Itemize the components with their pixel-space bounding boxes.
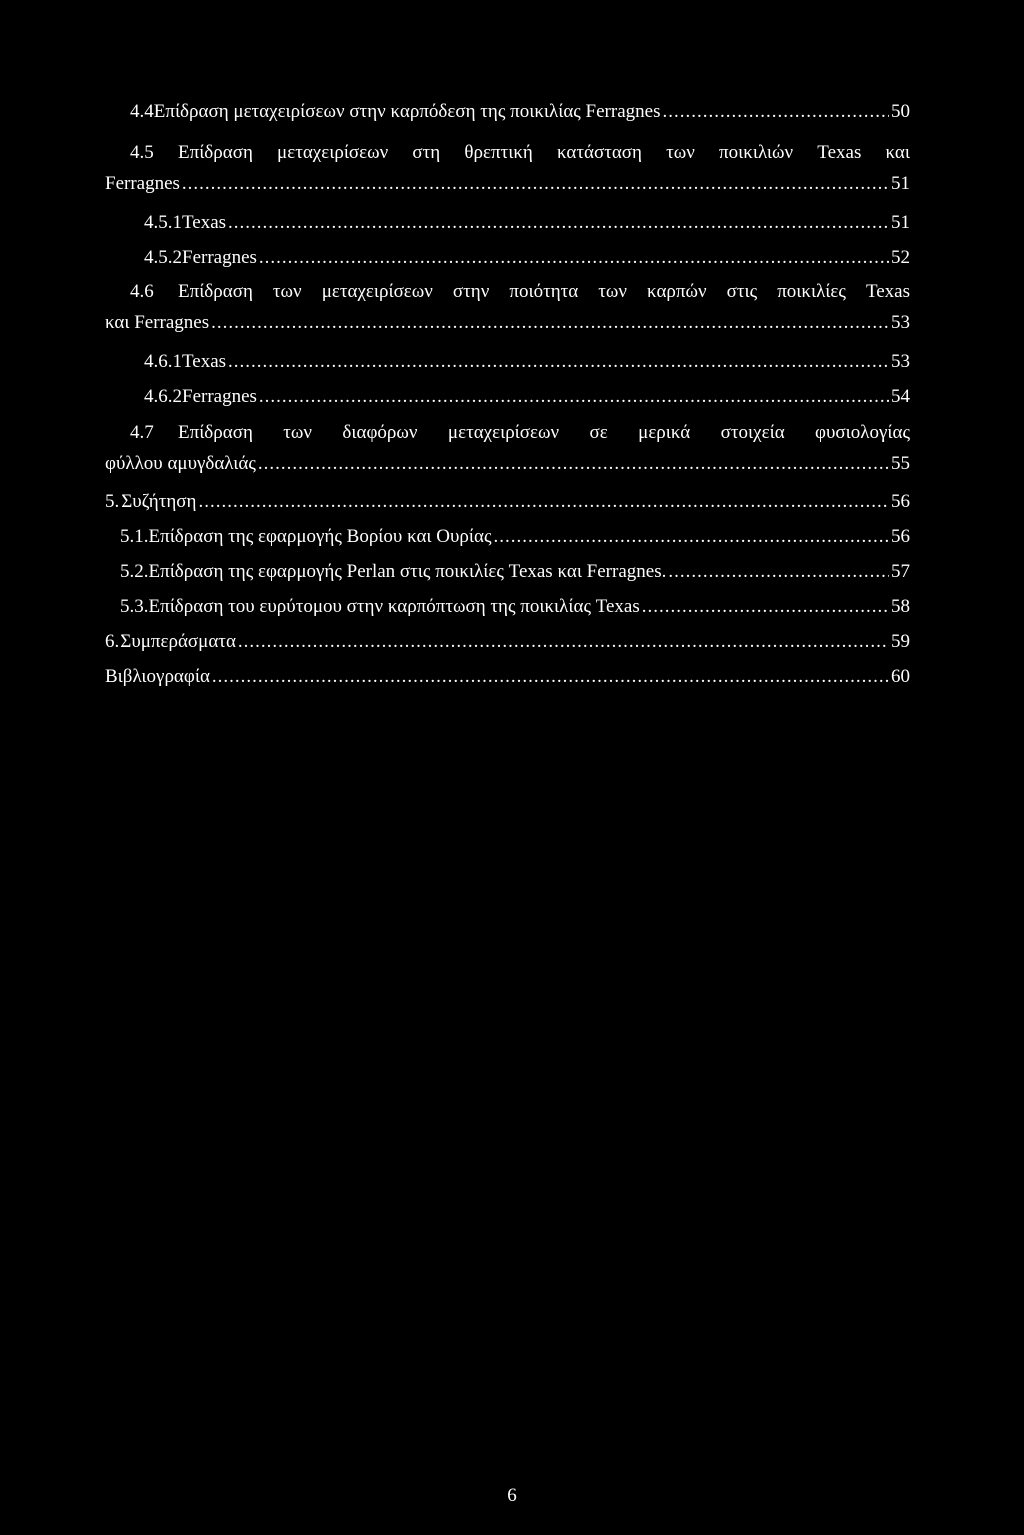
toc-page-number: 51 (891, 173, 910, 194)
toc-leader-dots (494, 521, 890, 552)
toc-page-number: 58 (891, 596, 910, 617)
toc-number: 4.6.1 (144, 351, 182, 372)
toc-title-line-2: και Ferragnes (105, 312, 210, 333)
toc-entry-4-7[interactable] (105, 417, 910, 479)
toc-number: 4.6 (130, 281, 154, 302)
toc-title: Βιβλιογραφία (105, 666, 210, 687)
toc-number: 4.5.1 (144, 212, 182, 233)
toc-title: Επίδραση της εφαρμογής Βορίου και Ουρίας (148, 526, 492, 547)
toc-entry-4-5-2[interactable] (105, 242, 910, 273)
toc-entry-5-3[interactable] (105, 591, 910, 622)
toc-leader-dots (211, 307, 889, 338)
toc-entry-5[interactable] (105, 486, 910, 517)
toc-number: 5.2. (120, 561, 149, 582)
toc-entry-4-5-1[interactable] (105, 207, 910, 238)
toc-number: 5. (105, 491, 120, 512)
toc-leader-dots (228, 207, 889, 238)
toc-title: Συμπεράσματα (120, 631, 236, 652)
toc-title-line-1: Επίδραση των διαφόρων μεταχειρίσεων σε μερικά στοιχεία φυσιολογίας (178, 422, 910, 443)
toc-entry-4-6[interactable] (105, 276, 910, 338)
toc-title-line-2: φύλλου αμυγδαλιάς (105, 453, 256, 474)
toc-page-number: 56 (891, 526, 910, 547)
toc-number: 4.7 (130, 422, 154, 443)
toc-entry-4-6-1[interactable] (105, 346, 910, 377)
toc-entry-4-6-2[interactable] (105, 381, 910, 412)
toc-entry-bibliography[interactable] (105, 661, 910, 692)
toc-leader-dots (182, 168, 889, 199)
toc-number: 5.1. (120, 526, 149, 547)
toc-entry-6[interactable] (105, 626, 910, 657)
toc-page-number: 51 (891, 212, 910, 233)
toc-page-number: 57 (891, 561, 910, 582)
toc-page-number: 54 (891, 386, 910, 407)
toc-page-number: 59 (891, 631, 910, 652)
toc-title-line-1: Επίδραση μεταχειρίσεων στη θρεπτική κατάσταση των ποικιλιών Texas και (178, 142, 910, 163)
toc-title: Επίδραση του ευρύτομου στην καρπόπτωση της ποικιλίας Texas (148, 596, 640, 617)
toc-number: 4.6.2 (144, 386, 182, 407)
toc-entry-4-5[interactable] (105, 137, 910, 199)
toc-leader-dots (258, 448, 889, 479)
toc-entry-4-4[interactable] (105, 96, 910, 127)
toc-page-number: 53 (891, 351, 910, 372)
toc-leader-dots (642, 591, 889, 622)
toc-leader-dots (198, 486, 889, 517)
toc-title: Επίδραση μεταχειρίσεων στην καρπόδεση της ποικιλίας Ferragnes (153, 101, 661, 122)
toc-entry-5-1[interactable] (105, 521, 910, 552)
toc-number: 4.4 (130, 101, 154, 122)
table-of-contents (105, 96, 910, 692)
toc-leader-dots (259, 381, 889, 412)
toc-leader-dots (228, 346, 889, 377)
toc-number: 6. (105, 631, 120, 652)
toc-leader-dots (259, 242, 889, 273)
toc-page-number: 52 (891, 247, 910, 268)
toc-page-number: 60 (891, 666, 910, 687)
toc-title-line-1: Επίδραση των μεταχειρίσεων στην ποιότητα των καρπών στις ποικιλίες Texas (178, 281, 910, 302)
toc-page-number: 55 (891, 453, 910, 474)
toc-title: Συζήτηση (121, 491, 197, 512)
toc-title: Ferragnes (182, 247, 257, 268)
toc-number: 4.5.2 (144, 247, 182, 268)
toc-page-number: 50 (891, 101, 910, 122)
toc-page-number: 53 (891, 312, 910, 333)
toc-title: Texas (182, 212, 227, 233)
toc-leader-dots (212, 661, 889, 692)
toc-entry-5-2[interactable] (105, 556, 910, 587)
page-number: 6 (507, 1485, 517, 1506)
toc-number: 5.3. (120, 596, 149, 617)
toc-title: Επίδραση της εφαρμογής Perlan στις ποικιλίες Texas και Ferragnes. (148, 561, 667, 582)
toc-leader-dots (662, 96, 889, 127)
toc-leader-dots (668, 556, 889, 587)
toc-page-number: 56 (891, 491, 910, 512)
toc-title-line-2: Ferragnes (105, 173, 180, 194)
toc-leader-dots (238, 626, 889, 657)
toc-title: Texas (182, 351, 227, 372)
toc-number: 4.5 (130, 142, 154, 163)
toc-title: Ferragnes (182, 386, 257, 407)
